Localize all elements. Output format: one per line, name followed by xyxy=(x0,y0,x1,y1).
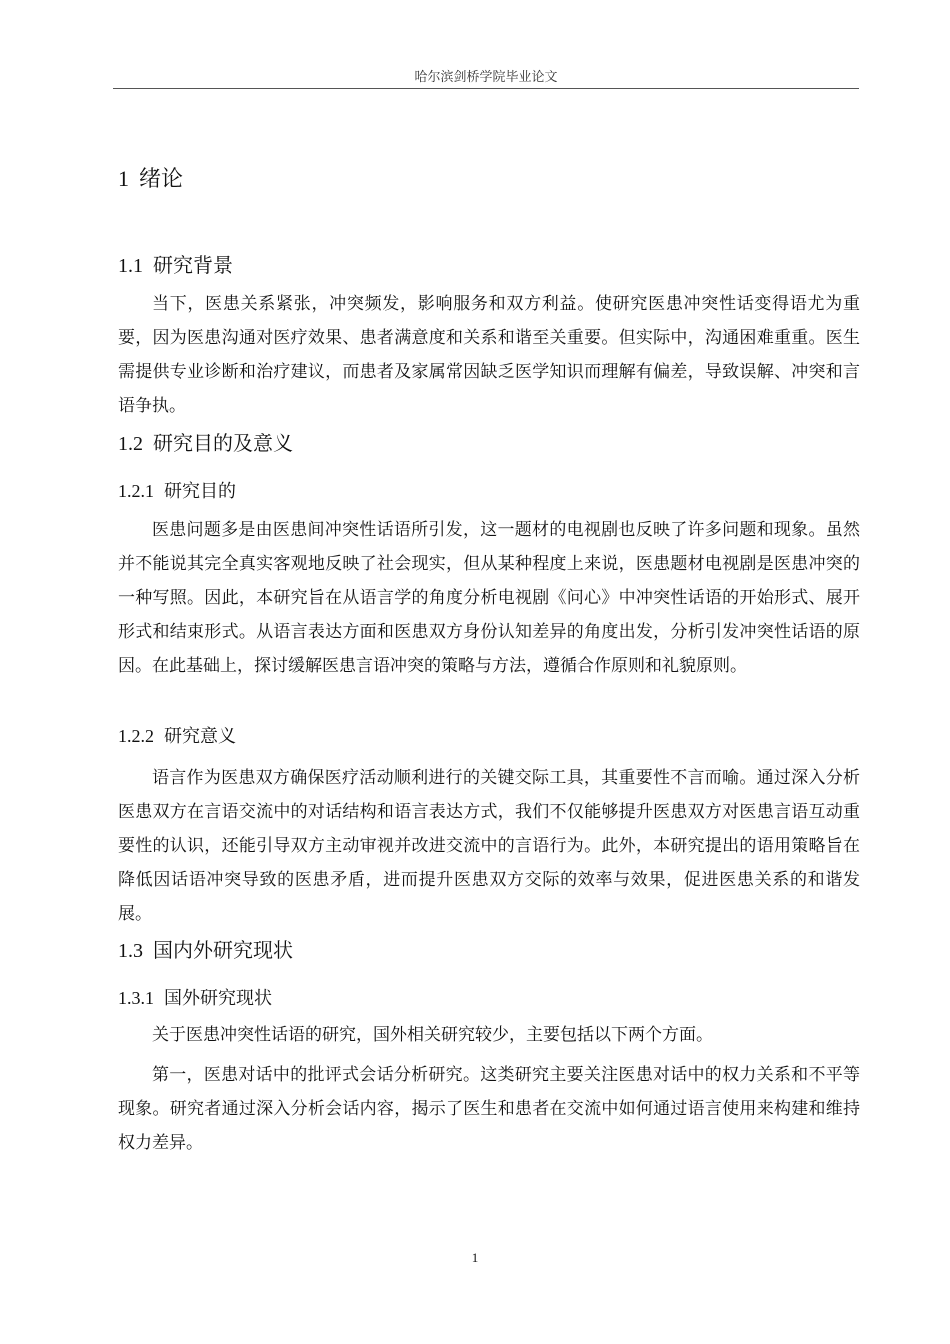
section-title: 国内外研究现状 xyxy=(153,938,293,962)
section-number: 1.3 xyxy=(118,940,143,962)
section-heading-1-3 xyxy=(118,934,293,963)
paragraph-background: 当下，医患关系紧张，冲突频发，影响服务和双方利益。使研究医患冲突性话变得语尤为重要，因为医患沟通对医疗效果、患者满意度和关系和谐至关重要。但实际中，沟通困难重重。医生需提供专业诊断和治疗建议，而患者及家属常因缺乏医学知识而理解有偏差，导致误解、冲突和言语争执。 xyxy=(118,294,860,416)
page-number: 1 xyxy=(471,1250,479,1265)
subsection-number: 1.2.1 xyxy=(118,481,154,501)
paragraph-purpose: 医患问题多是由医患间冲突性话语所引发，这一题材的电视剧也反映了许多问题和现象。虽然并不能说其完全真实客观地反映了社会现实，但从某种程度上来说，医患题材电视剧是医患冲突的一种写照。因此，本研究旨在从语言学的角度分析电视剧《问心》中冲突性话语的开始形式、展开形式和结束形式。从语言表达方面和医患双方身份认知差异的角度出发，分析引发冲突性话语的原因。在此基础上，探讨缓解医患言语冲突的策略与方法，遵循合作原则和礼貌原则。 xyxy=(118,520,860,676)
section-number: 1.2 xyxy=(118,433,143,455)
subsection-number: 1.3.1 xyxy=(118,988,154,1008)
chapter-title: 绪论 xyxy=(139,167,184,192)
subsection-heading-1-2-1 xyxy=(118,477,236,503)
chapter-heading xyxy=(118,162,183,193)
subsection-number: 1.2.2 xyxy=(118,726,154,746)
subsection-title: 研究目的 xyxy=(164,481,236,502)
paragraph-foreign-intro: 关于医患冲突性话语的研究，国外相关研究较少，主要包括以下两个方面。 xyxy=(152,1025,713,1045)
page-header: 哈尔滨剑桥学院毕业论文 xyxy=(414,70,558,85)
subsection-title: 研究意义 xyxy=(164,726,236,747)
subsection-title: 国外研究现状 xyxy=(164,988,272,1009)
section-heading-1-2 xyxy=(118,427,293,456)
paragraph-foreign-first: 第一，医患对话中的批评式会话分析研究。这类研究主要关注医患对话中的权力关系和不平等现象。研究者通过深入分析会话内容，揭示了医生和患者在交流中如何通过语言使用来构建和维持权力差异。 xyxy=(118,1065,860,1153)
section-title: 研究目的及意义 xyxy=(153,431,293,455)
chapter-number: 1 xyxy=(118,166,129,191)
subsection-heading-1-3-1 xyxy=(118,984,272,1010)
section-number: 1.1 xyxy=(118,255,143,277)
header-divider xyxy=(113,88,859,89)
paragraph-significance: 语言作为医患双方确保医疗活动顺利进行的关键交际工具，其重要性不言而喻。通过深入分析医患双方在言语交流中的对话结构和语言表达方式，我们不仅能够提升医患双方对医患言语互动重要性的认识，还能引导双方主动审视并改进交流中的言语行为。此外，本研究提出的语用策略旨在降低因话语冲突导致的医患矛盾，进而提升医患双方交际的效率与效果，促进医患关系的和谐发展。 xyxy=(118,768,860,924)
subsection-heading-1-2-2 xyxy=(118,722,236,748)
section-heading-1-1 xyxy=(118,249,233,278)
section-title: 研究背景 xyxy=(153,253,233,277)
